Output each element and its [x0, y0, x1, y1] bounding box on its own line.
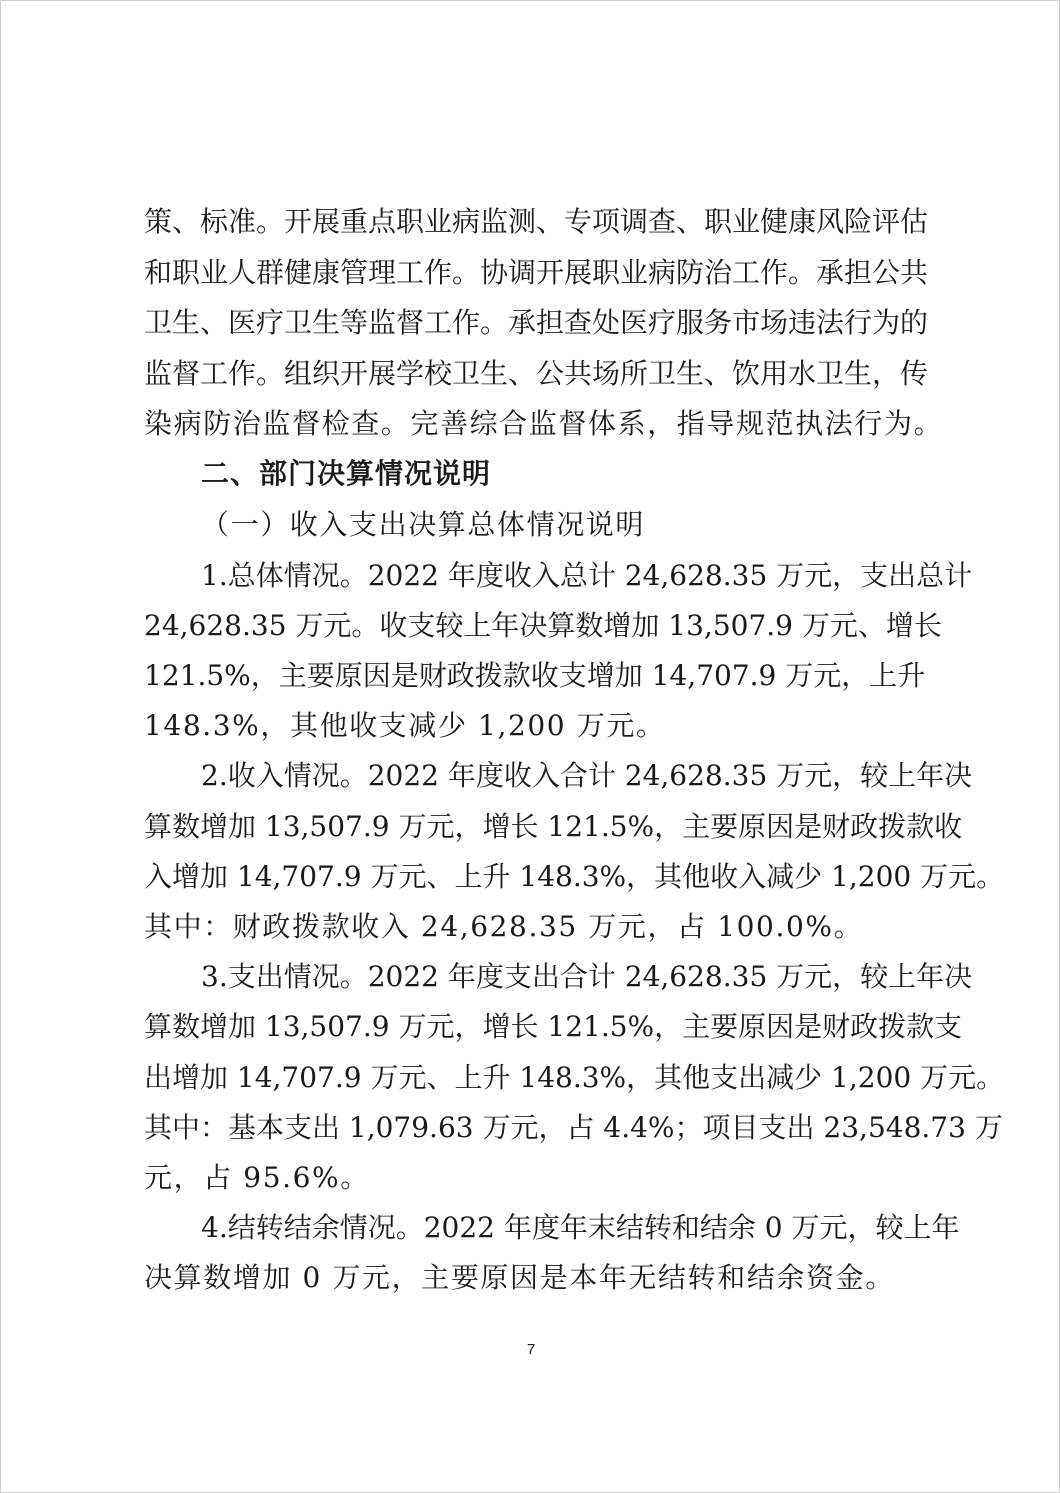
body-line: 算数增加 13,507.9 万元，增长 121.5%，主要原因是财政拨款支	[144, 1010, 963, 1043]
body-line: 监督工作。组织开展学校卫生、公共场所卫生、饮用水卫生，传	[144, 357, 929, 390]
subsection-heading: （一）收入支出决算总体情况说明	[201, 508, 646, 541]
body-line: 染病防治监督检查。完善综合监督体系，指导规范执法行为。	[144, 407, 944, 440]
body-line: 24,628.35 万元。收支较上年决算数增加 13,507.9 万元、增长	[144, 609, 942, 642]
page-number: 7	[526, 1341, 536, 1358]
body-line: 其中：财政拨款收入 24,628.35 万元，占 100.0%。	[144, 910, 864, 943]
paragraph-first-line: 4.结转结余情况。2022 年度年末结转和结余 0 万元，较上年	[201, 1211, 960, 1244]
body-line: 决算数增加 0 万元，主要原因是本年无结转和结余资金。	[144, 1261, 895, 1294]
body-line: 卫生、医疗卫生等监督工作。承担查处医疗服务市场违法行为的	[144, 306, 929, 339]
body-line: 121.5%，主要原因是财政拨款收支增加 14,707.9 万元，上升	[144, 659, 926, 692]
body-line: 算数增加 13,507.9 万元，增长 121.5%，主要原因是财政拨款收	[144, 810, 963, 843]
body-line: 148.3%，其他收支减少 1,200 万元。	[144, 709, 666, 742]
paragraph-first-line: 2.收入情况。2022 年度收入合计 24,628.35 万元，较上年决	[201, 759, 973, 792]
body-line: 策、标准。开展重点职业病监测、专项调查、职业健康风险评估	[144, 205, 929, 238]
body-line: 入增加 14,707.9 万元、上升 148.3%，其他收入减少 1,200 万元。	[144, 860, 1005, 893]
paragraph-first-line: 1.总体情况。2022 年度收入总计 24,628.35 万元，支出总计	[201, 559, 973, 592]
body-line: 出增加 14,707.9 万元、上升 148.3%，其他支出减少 1,200 万元。	[144, 1061, 1005, 1094]
section-heading: 二、部门决算情况说明	[201, 457, 492, 490]
body-line: 其中：基本支出 1,079.63 万元，占 4.4%；项目支出 23,548.73 万	[144, 1111, 1003, 1144]
body-line: 和职业人群健康管理工作。协调开展职业病防治工作。承担公共	[144, 256, 929, 289]
body-line: 元，占 95.6%。	[144, 1161, 370, 1194]
paragraph-first-line: 3.支出情况。2022 年度支出合计 24,628.35 万元，较上年决	[201, 960, 973, 993]
